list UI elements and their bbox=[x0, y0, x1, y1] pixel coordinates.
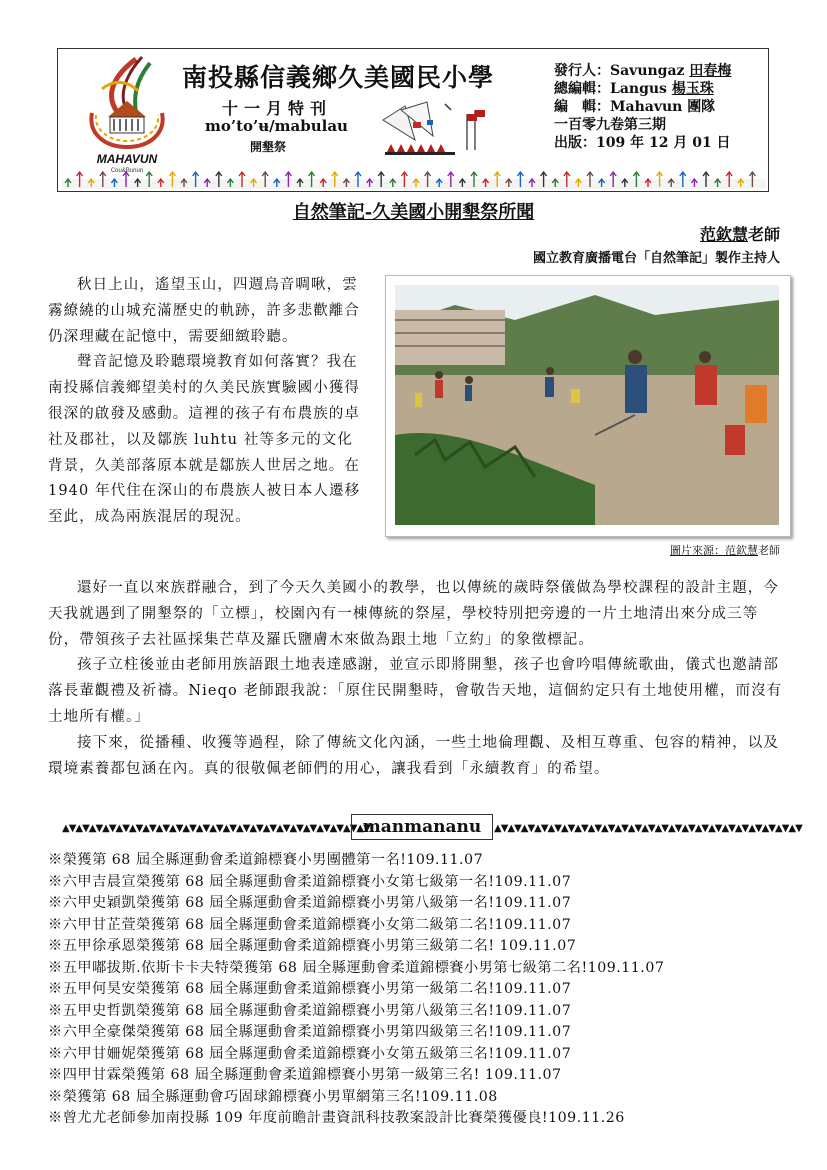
award-item: ※榮獲第 68 屆全縣運動會巧固球錦標賽小男單網第三名!109.11.08 bbox=[48, 1088, 498, 1105]
publisher-line: 發行人：Savungaz 田春梅 bbox=[554, 63, 732, 79]
author-role: 國立教育廣播電台「自然筆記」製作主持人 bbox=[532, 251, 780, 266]
native-title: mo’to’ʉ/mabulau bbox=[205, 117, 348, 135]
issue-label: 十一月特刊 bbox=[222, 99, 333, 118]
award-item: ※六甲全豪傑榮獲第 68 屆全縣運動會柔道錦標賽小男第四級第三名!109.11.07 bbox=[48, 1024, 572, 1040]
decorative-plant-band bbox=[62, 157, 766, 189]
school-name: 南投縣信義鄉久美國民小學 bbox=[182, 63, 495, 92]
paragraph-4: 孩子立柱後並由老師用族語跟土地表達感謝，並宣示即將開墾，孩子也會吟唱傳統歌曲，儀式也邀請部落長輩觀禮及祈禱。Nieqo 老師跟我說：「原住民開墾時，會敬告天地，這個約定只有土地使用權，而沒有土地所有權。」 bbox=[48, 657, 783, 725]
logo-text: MAHAVUN bbox=[96, 152, 158, 166]
awards-list bbox=[48, 850, 664, 1130]
paragraph-3: 還好一直以來族群融合，到了今天久美國小的教學，也以傳統的歲時祭儀做為學校課程的設計主題，今天我就遇到了開墾祭的「立標」，校園內有一棟傳統的祭屋，學校特別把旁邊的一片土地清出來分成三等份，帶領孩子去社區採集芒草及羅氏鹽膚木來做為跟土地「立約」的象徵標記。 bbox=[48, 580, 779, 648]
triangle-pattern-left: ▲▼▲▼▲▼▲▼▲▼▲▼▲▼▲▼▲▼▲▼▲▼▲▼▲▼▲▼▲▼▲▼▲▼▲▼▲▼▲▼▲▼▲▼▲▼ bbox=[62, 823, 370, 834]
award-item: ※曾尤尤老師參加南投縣 109 年度前瞻計畫資訊科技教案設計比賽榮獲優良!109.11.26 bbox=[48, 1110, 625, 1126]
publication-info bbox=[554, 62, 731, 152]
award-item: ※榮獲第 68 屆全縣運動會柔道錦標賽小男團體第一名!109.11.07 bbox=[48, 852, 484, 868]
chief-editor-line: 總編輯：Langus 楊玉珠 bbox=[554, 81, 714, 97]
award-item: ※六甲甘芷萱榮獲第 68 屆全縣運動會柔道錦標賽小女第二級第二名!109.11.07 bbox=[48, 916, 572, 933]
logo-subtext: Cou&Bunun bbox=[110, 168, 144, 173]
school-logo bbox=[84, 55, 170, 173]
section-divider bbox=[62, 814, 802, 840]
article-body bbox=[48, 576, 783, 782]
paragraph-5: 接下來，從播種、收獲等過程，除了傳統文化內涵，一些土地倫理觀、及相互尊重、包容的精神，以及環境素養都包涵在內。真的很敬佩老師們的用心，讓我看到「永續教育」的希望。 bbox=[48, 734, 779, 777]
festival-photo bbox=[395, 285, 779, 525]
paragraph-1: 秋日上山，遙望玉山，四週鳥音啁啾，雲霧繚繞的山城充滿歷史的軌跡，許多悲歡離合仍深理藏在記憶中，需要細緻聆聽。 bbox=[48, 277, 360, 345]
editor-line: 編 輯：Mahavun 團隊 bbox=[554, 99, 716, 115]
ceremony-flags-illustration bbox=[375, 100, 535, 160]
triangle-pattern-right: ▲▼▲▼▲▼▲▼▲▼▲▼▲▼▲▼▲▼▲▼▲▼▲▼▲▼▲▼▲▼▲▼▲▼▲▼▲▼▲▼▲▼▲▼▲▼ bbox=[494, 823, 802, 834]
section-heading-manmananu: manmananu bbox=[351, 814, 493, 840]
photo-credit: 圖片來源：范欽慧老師 bbox=[670, 544, 780, 557]
award-item: ※五甲徐承恩榮獲第 68 屆全縣運動會柔道錦標賽小男第三級第二名! 109.11.07 bbox=[48, 938, 577, 954]
left-column-text bbox=[48, 273, 368, 531]
article-title: 自然筆記-久美國小開墾祭所聞 bbox=[292, 202, 535, 223]
award-item: ※五甲史哲凱榮獲第 68 屆全縣運動會柔道錦標賽小男第八級第三名!109.11.07 bbox=[48, 1002, 572, 1019]
award-item: ※六甲甘姍妮榮獲第 68 屆全縣運動會柔道錦標賽小女第五級第三名!109.11.07 bbox=[48, 1045, 572, 1062]
award-item: ※六甲史穎凱榮獲第 68 屆全縣運動會柔道錦標賽小男第八級第一名!109.11.07 bbox=[48, 895, 572, 911]
award-item: ※五甲嘟拔斯.依斯卡卡夫特榮獲第 68 屆全縣運動會柔道錦標賽小男第七級第二名!109.11.07 bbox=[48, 959, 665, 976]
paragraph-2: 聲音記憶及聆聽環境教育如何落實？我在南投縣信義鄉望美村的久美民族實驗國小獲得很深的啟發及感動。這裡的孩子有布農族的卓社及郡社，以及鄒族 luhtu 社等多元的文化背景，久美部落原本就是鄒族人世居之地。在 1940 年代住在深山的布農族人被日本人遷移至此，成為兩族混居的現況。 bbox=[48, 354, 361, 526]
article-author: 范欽慧老師 bbox=[699, 225, 780, 244]
volume-line: 一百零九卷第三期 bbox=[554, 117, 666, 133]
award-item: ※四甲甘霖榮獲第 68 屆全縣運動會柔道錦標賽小男第一級第三名! 109.11.07 bbox=[48, 1067, 562, 1083]
award-item: ※五甲何昊安榮獲第 68 屆全縣運動會柔道錦標賽小男第一級第二名!109.11.07 bbox=[48, 981, 572, 997]
date-line: 出版：109 年 12 月 01 日 bbox=[554, 135, 731, 151]
festival-name: 開墾祭 bbox=[250, 140, 287, 154]
award-item: ※六甲吉晨宣榮獲第 68 屆全縣運動會柔道錦標賽小女第七級第一名!109.11.07 bbox=[48, 873, 572, 890]
